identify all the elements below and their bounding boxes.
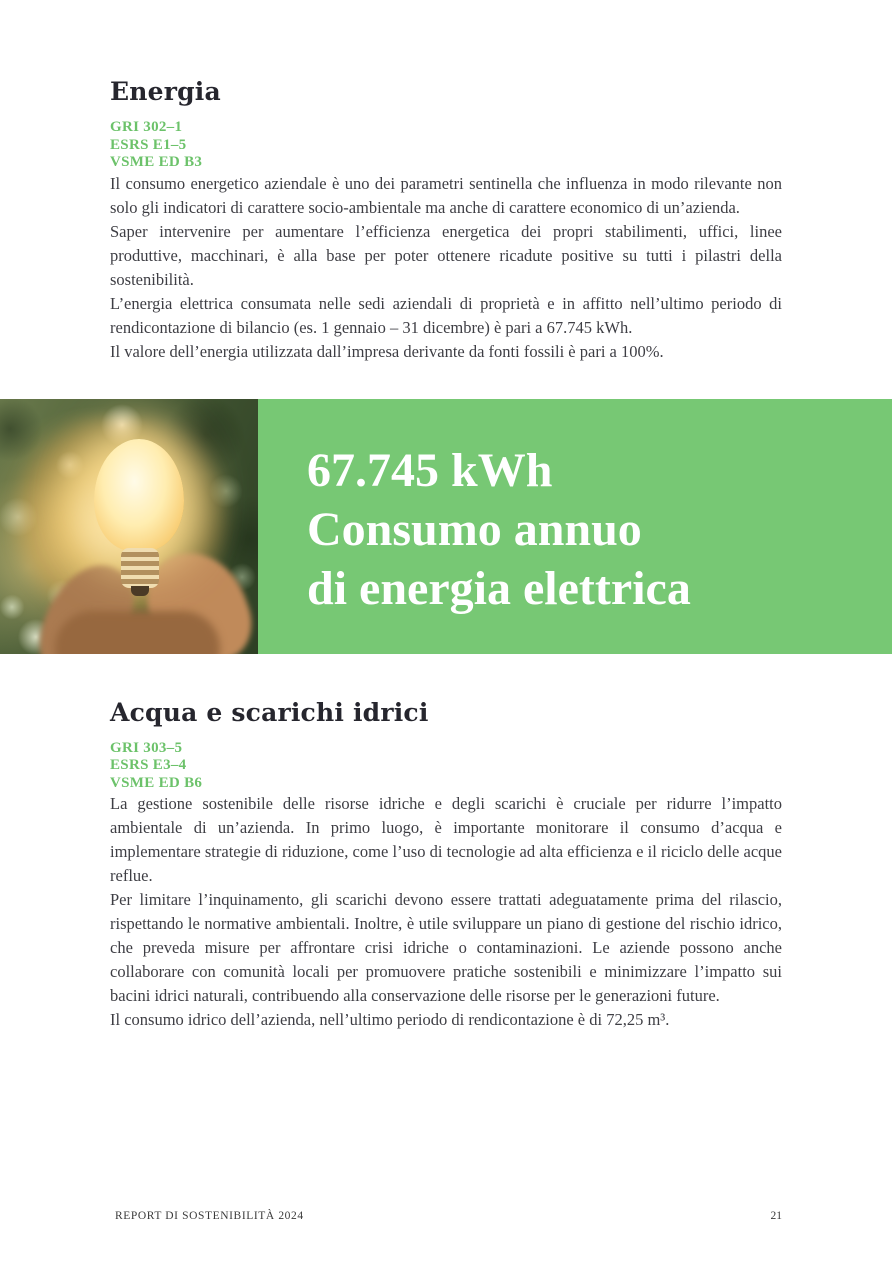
energy-stat-banner <box>0 399 892 654</box>
water-standard-tags <box>110 740 782 793</box>
energy-paragraph: L’energia elettrica consumata nelle sedi aziendali di proprietà e in affitto nell’ultimo periodo di rendicontazione di bilancio (es. 1 gennaio – 31 dicembre) è pari a 67.745 kWh. <box>110 293 782 337</box>
footer-report-title: REPORT DI SOSTENIBILITÀ 2024 <box>115 1210 304 1222</box>
page-number: 21 <box>770 1210 782 1222</box>
esrs-tag: ESRS E1–5 <box>110 136 187 153</box>
stat-value: 67.745 kWh <box>307 443 553 497</box>
section-energy <box>0 0 892 364</box>
stat-banner-text-panel <box>258 399 892 654</box>
energy-paragraph: Il consumo energetico aziendale è uno dei parametri sentinella che influenza in modo rilevante non solo gli indicatori di carattere socio-ambientale ma anche di carattere economico di un’azienda. <box>110 173 782 217</box>
energy-paragraph: Il valore dell’energia utilizzata dall’impresa derivante da fonti fossili è pari a 100%. <box>110 341 664 361</box>
gri-tag: GRI 303–5 <box>110 739 183 756</box>
stat-caption-line: di energia elettrica <box>307 561 691 615</box>
water-paragraph: Per limitare l’inquinamento, gli scarichi devono essere trattati adeguatamente prima del rilascio, rispettando le normative ambientali. Inoltre, è utile sviluppare un piano di gestione del rischio idrico, che preveda misure per affrontare crisi idriche o contaminazioni. Le aziende possono anche collaborare con comunità locali per promuovere pratiche sostenibili e minimizzare l’impatto sui bacini idrici naturali, contribuendo alla conservazione delle risorse per le generazioni future. <box>110 890 782 1005</box>
lightbulb-screw-base <box>121 548 159 588</box>
water-section-title: Acqua e scarichi idrici <box>110 697 429 727</box>
vsme-tag: VSME ED B6 <box>110 774 203 791</box>
energy-section-title: Energia <box>110 77 221 106</box>
hand-fist <box>55 611 220 654</box>
gri-tag: GRI 302–1 <box>110 119 183 135</box>
water-paragraph: Il consumo idrico dell’azienda, nell’ultimo periodo di rendicontazione è di 72,25 m³. <box>110 1010 670 1029</box>
energy-standard-tags <box>110 119 782 172</box>
lightbulb-tip <box>131 586 149 596</box>
section-water <box>0 698 892 1033</box>
esrs-tag: ESRS E3–4 <box>110 757 187 773</box>
vsme-tag: VSME ED B3 <box>110 154 203 170</box>
lightbulb-photo <box>0 399 258 654</box>
page-footer <box>115 1210 782 1222</box>
stat-caption-line: Consumo annuo <box>307 502 642 556</box>
water-paragraph: La gestione sostenibile delle risorse idriche e degli scarichi è cruciale per ridurre l’impatto ambientale di un’azienda. In primo luogo, è importante monitorare il consumo d’acqua e implementare strategie di riduzione, come l’uso di tecnologie ad alta efficienza e il riciclo delle acque reflue. <box>110 794 782 885</box>
energy-paragraph: Saper intervenire per aumentare l’efficienza energetica dei propri stabilimenti, uffici, linee produttive, macchinari, è alla base per poter ottenere ricadute positive su tutti i pilastri della sostenibilità. <box>110 221 782 289</box>
